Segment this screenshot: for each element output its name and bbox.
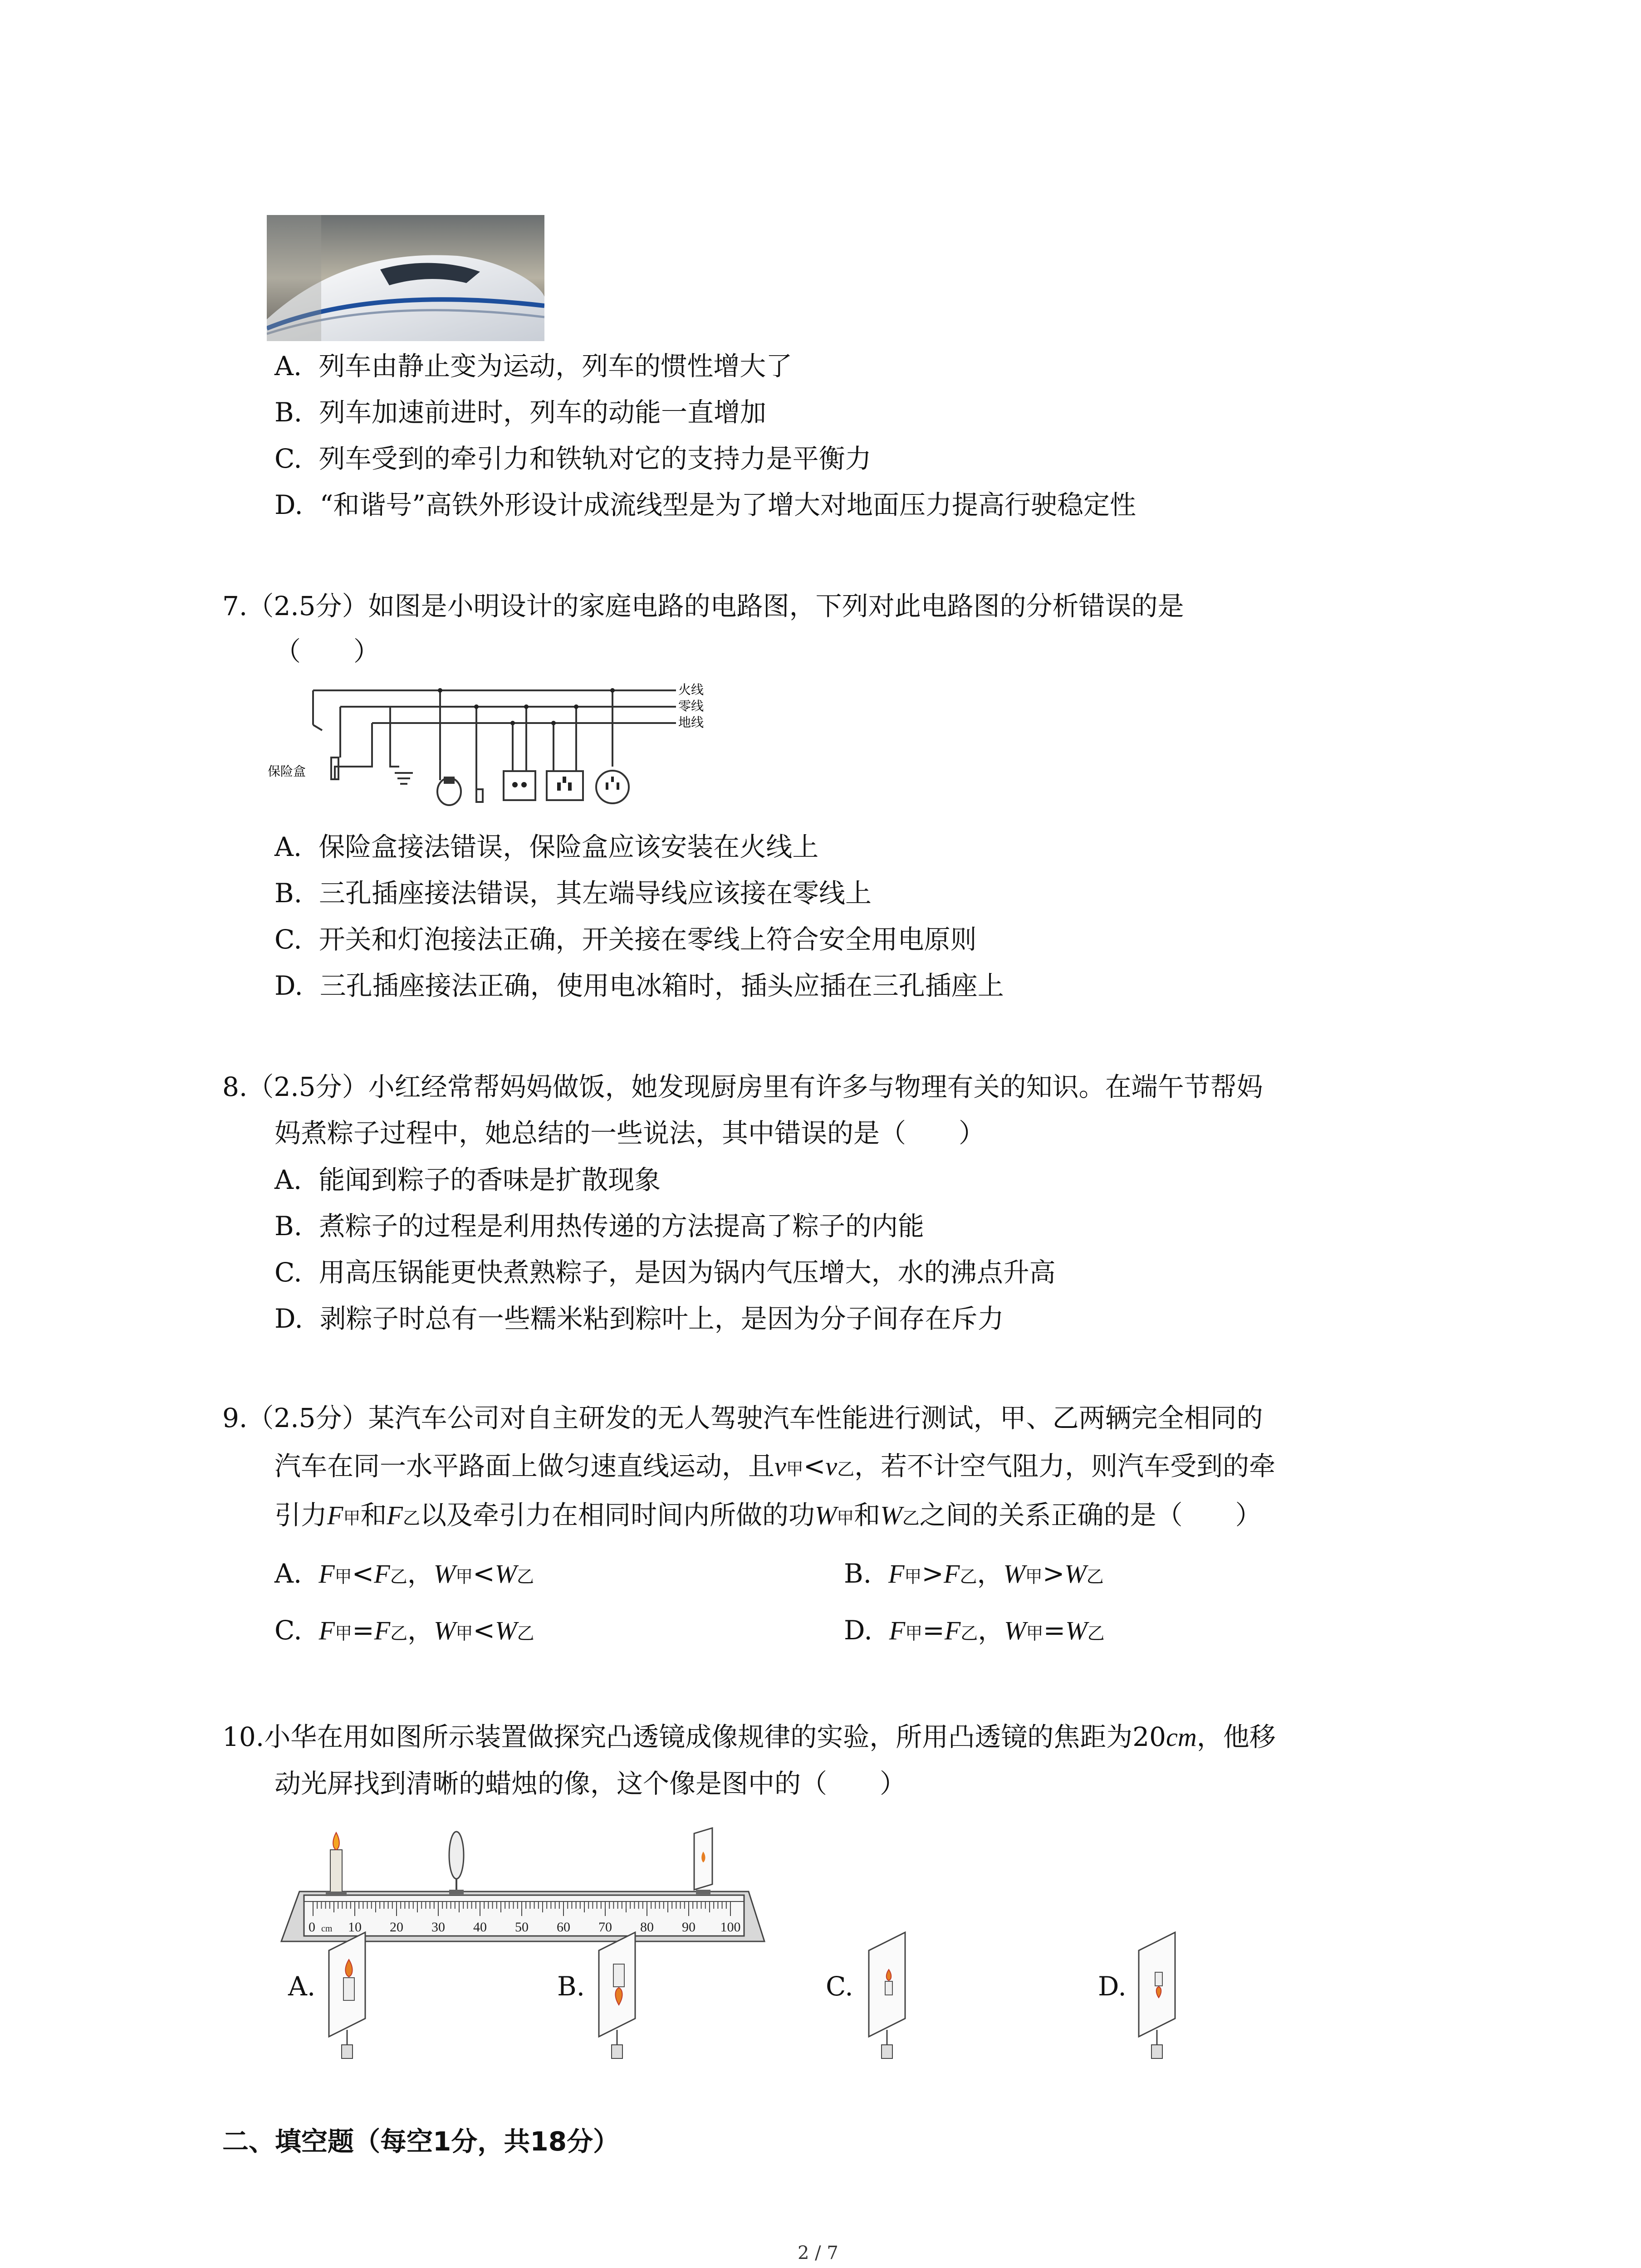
q8-option-b: B. 煮粽子的过程是利用热传递的方法提高了粽子的内能 bbox=[274, 1211, 924, 1242]
ruler-label: 90 bbox=[682, 1920, 696, 1935]
q8-stem-line1: 8.（2.5分）小红经常帮妈妈做饭，她发现厨房里有许多与物理有关的知识。在端午节帮妈 bbox=[222, 1071, 1263, 1102]
train-photo bbox=[267, 215, 544, 341]
ruler-label: 30 bbox=[431, 1920, 445, 1935]
q6-option-b: B. 列车加速前进时，列车的动能一直增加 bbox=[274, 397, 766, 428]
q10-screen-a bbox=[324, 1928, 374, 2066]
q7-option-c: C. 开关和灯泡接法正确，开关接在零线上符合安全用电原则 bbox=[274, 924, 977, 955]
circuit-diagram bbox=[268, 676, 758, 812]
ruler-unit: cm bbox=[321, 1924, 333, 1934]
page-number: 2 / 7 bbox=[798, 2243, 838, 2263]
fuse-box-label: 保险盒 bbox=[268, 764, 306, 779]
q10-screen-d bbox=[1134, 1928, 1184, 2066]
q7-paren: （ ） bbox=[274, 636, 380, 667]
q9-stem-line2: 汽车在同一水平路面上做匀速直线运动，且v甲<v乙，若不计空气阻力，则汽车受到的牵 bbox=[274, 1451, 1276, 1481]
section-2-title: 二、填空题（每空1分，共18分） bbox=[222, 2126, 620, 2157]
ruler-label: 40 bbox=[473, 1920, 487, 1935]
q10-screen-c bbox=[864, 1928, 914, 2066]
q10-stem-line1: 10.小华在用如图所示装置做探究凸透镜成像规律的实验，所用凸透镜的焦距为20cm，他移 bbox=[222, 1721, 1276, 1752]
q9-option-d: D. F甲=F乙，W甲=W乙 bbox=[844, 1615, 1105, 1646]
ruler-label: 10 bbox=[348, 1920, 362, 1935]
live-wire-label: 火线 bbox=[678, 682, 704, 697]
q6-option-a: A. 列车由静止变为运动，列车的惯性增大了 bbox=[274, 351, 793, 381]
ruler-label: 60 bbox=[557, 1920, 570, 1935]
q10-stem-line2: 动光屏找到清晰的蜡烛的像，这个像是图中的（ ） bbox=[274, 1768, 906, 1799]
ground-wire-label: 地线 bbox=[678, 715, 704, 730]
q6-option-d: D. “和谐号”高铁外形设计成流线型是为了增大对地面压力提高行驶稳定性 bbox=[274, 489, 1136, 520]
q8-option-d: D. 剥粽子时总有一些糯米粘到粽叶上，是因为分子间存在斥力 bbox=[274, 1303, 1004, 1334]
q10-screen-b bbox=[594, 1928, 644, 2066]
q10-choice-a: A. bbox=[288, 1971, 316, 2002]
q10-choice-d: D. bbox=[1098, 1971, 1127, 2002]
ruler-label: 100 bbox=[720, 1920, 741, 1935]
q9-option-c: C. F甲=F乙，W甲<W乙 bbox=[274, 1615, 534, 1646]
q7-option-b: B. 三孔插座接法错误，其左端导线应该接在零线上 bbox=[274, 878, 872, 909]
q7-stem: 7.（2.5分）如图是小明设计的家庭电路的电路图，下列对此电路图的分析错误的是 bbox=[222, 591, 1184, 621]
q8-stem-line2: 妈煮粽子过程中，她总结的一些说法，其中错误的是（ ） bbox=[274, 1118, 985, 1149]
ruler-label: 50 bbox=[515, 1920, 529, 1935]
q9-option-b: B. F甲>F乙，W甲>W乙 bbox=[844, 1558, 1104, 1589]
q10-choice-b: B. bbox=[557, 1971, 585, 2002]
q7-option-d: D. 三孔插座接法正确，使用电冰箱时，插头应插在三孔插座上 bbox=[274, 970, 1004, 1001]
q7-option-a: A. 保险盒接法错误，保险盒应该安装在火线上 bbox=[274, 831, 819, 862]
q10-choice-c: C. bbox=[826, 1971, 853, 2002]
neutral-wire-label: 零线 bbox=[678, 699, 704, 714]
q9-stem-line3: 引力F甲和F乙以及牵引力在相同时间内所做的功W甲和W乙之间的关系正确的是（ ） bbox=[274, 1500, 1262, 1530]
q6-option-c: C. 列车受到的牵引力和铁轨对它的支持力是平衡力 bbox=[274, 443, 872, 474]
ruler-label: 0 bbox=[309, 1920, 315, 1935]
q9-option-a: A. F甲<F乙，W甲<W乙 bbox=[274, 1558, 534, 1589]
q9-stem-line1: 9.（2.5分）某汽车公司对自主研发的无人驾驶汽车性能进行测试，甲、乙两辆完全相同的 bbox=[222, 1403, 1263, 1433]
ruler-label: 70 bbox=[598, 1920, 612, 1935]
ruler-label: 20 bbox=[390, 1920, 403, 1935]
q8-option-c: C. 用高压锅能更快煮熟粽子，是因为锅内气压增大，水的沸点升高 bbox=[274, 1257, 1056, 1288]
q8-option-a: A. 能闻到粽子的香味是扩散现象 bbox=[274, 1164, 661, 1195]
ruler-label: 80 bbox=[640, 1920, 654, 1935]
